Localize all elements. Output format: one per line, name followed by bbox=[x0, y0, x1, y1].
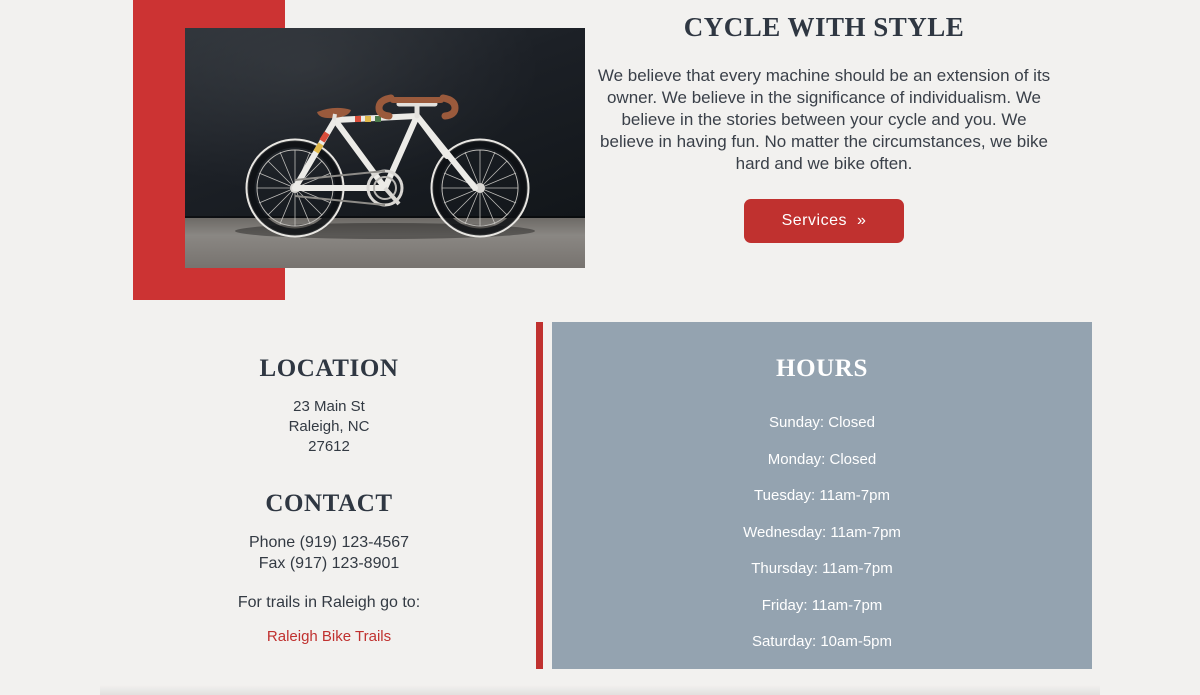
list-item: Saturday: 10am-5pm bbox=[751, 633, 893, 650]
hero-paragraph: We believe that every machine should be an extension of its owner. We believe in the significance of individualism. We believe in the stories between your cycle and you. We believe in having fun. No matter the circumstances, we bike hard and we bike often. bbox=[597, 66, 1051, 173]
list-item: Thursday: 11am-7pm bbox=[751, 560, 893, 577]
raleigh-bike-trails-link[interactable]: Raleigh Bike Trails bbox=[266, 628, 392, 645]
location-contact-column bbox=[133, 322, 525, 646]
hours-heading: HOURS bbox=[776, 355, 868, 382]
services-button[interactable] bbox=[744, 199, 905, 243]
trails-label: For trails in Raleigh go to: bbox=[237, 594, 421, 611]
hours-list bbox=[552, 405, 1092, 661]
services-button-label: Services bbox=[781, 212, 847, 229]
hero-text-block bbox=[596, 12, 1052, 243]
hours-box bbox=[552, 322, 1092, 669]
list-item: Friday: 11am-7pm bbox=[761, 596, 883, 614]
phone-number: Phone (919) 123-4567 bbox=[248, 534, 410, 551]
list-item: Monday: Closed bbox=[767, 450, 877, 468]
bicycle-illustration bbox=[185, 28, 585, 268]
hero-image-block bbox=[133, 0, 585, 300]
page-bottom-shadow bbox=[100, 685, 1100, 695]
list-item: Sunday: Closed bbox=[769, 414, 875, 431]
list-item: Wednesday: 11am-7pm bbox=[743, 523, 901, 541]
address-line-1: 23 Main St bbox=[293, 398, 365, 415]
chevron-right-icon: » bbox=[856, 212, 867, 229]
hours-accent-bar bbox=[536, 322, 543, 669]
address-line-3: 27612 bbox=[308, 438, 350, 455]
location-heading: LOCATION bbox=[259, 355, 399, 382]
list-item: Tuesday: 11am-7pm bbox=[754, 487, 890, 504]
hours-panel bbox=[536, 322, 1092, 669]
contact-block bbox=[133, 532, 525, 574]
fax-number: Fax (917) 123-8901 bbox=[258, 555, 400, 572]
info-section bbox=[0, 322, 1200, 695]
address-line-2: Raleigh, NC bbox=[288, 418, 370, 435]
page-title: CYCLE WITH STYLE bbox=[683, 12, 965, 42]
address-block bbox=[133, 397, 525, 457]
hero-section bbox=[0, 0, 1200, 310]
bicycle-photo bbox=[185, 28, 585, 268]
contact-heading: CONTACT bbox=[265, 490, 393, 517]
